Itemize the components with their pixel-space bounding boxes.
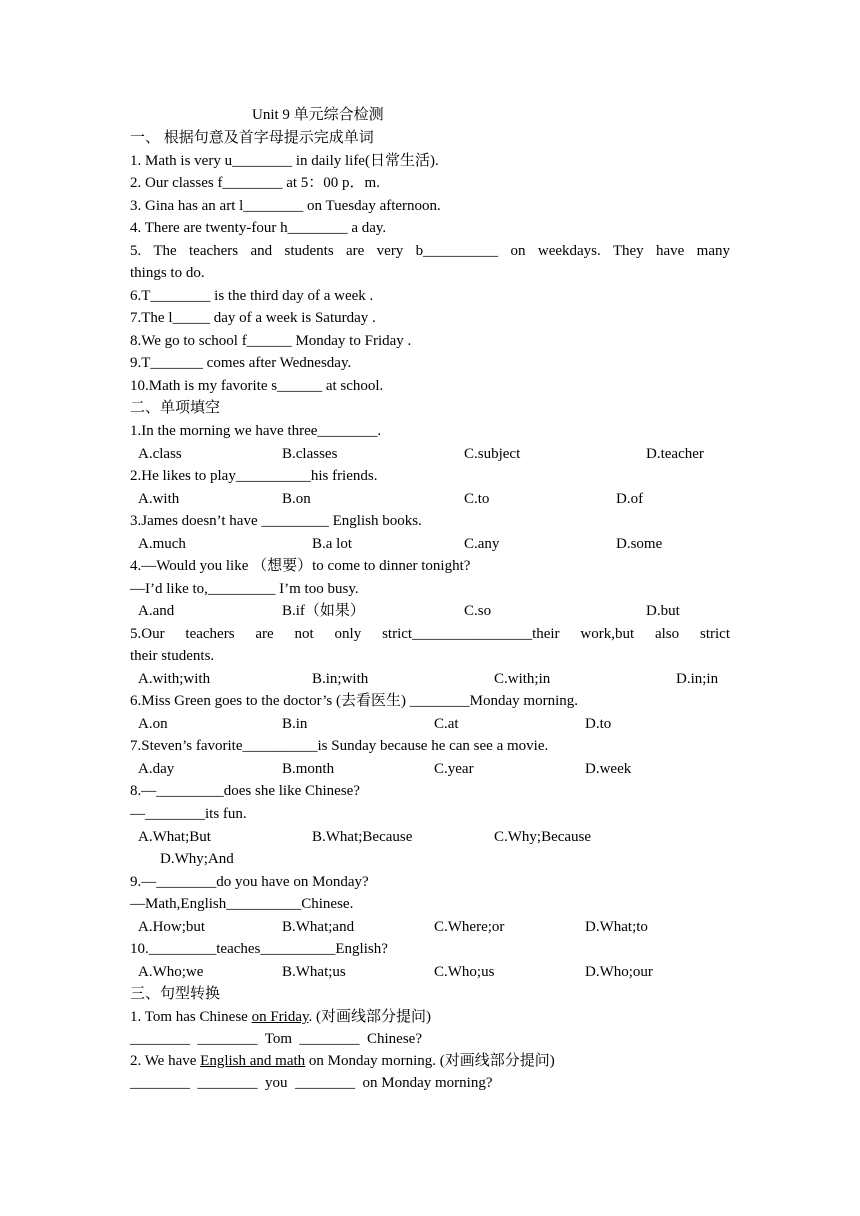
section1-item: 5. The teachers and students are very b__________ on weekdays. They have many bbox=[130, 243, 730, 259]
question: 8.—_________does she like Chinese? bbox=[130, 783, 360, 799]
option: A.with;with bbox=[138, 671, 211, 687]
option: A.and bbox=[138, 603, 175, 619]
option: B.a lot bbox=[312, 536, 352, 552]
option: B.if（如果） bbox=[282, 603, 365, 619]
option: B.month bbox=[282, 761, 335, 777]
option: B.What;Because bbox=[312, 829, 413, 845]
options-row bbox=[138, 600, 738, 622]
option: A.day bbox=[138, 761, 175, 777]
sentence-instruction: . (对画线部分提问) bbox=[308, 1009, 432, 1025]
option: A.What;But bbox=[138, 829, 211, 845]
question: 5.Our teachers are not only strict________________their work,but also strict bbox=[130, 626, 730, 642]
option: B.classes bbox=[282, 446, 338, 462]
options-row bbox=[138, 488, 738, 510]
option: C.to bbox=[464, 491, 490, 507]
option: C.subject bbox=[464, 446, 521, 462]
sentence-instruction: on Monday morning. (对画线部分提问) bbox=[305, 1053, 555, 1069]
option: D.of bbox=[616, 491, 644, 507]
option: D.Why;And bbox=[160, 851, 234, 867]
section1-item: 8.We go to school f______ Monday to Friday . bbox=[130, 333, 412, 349]
sentence-transform bbox=[130, 1006, 431, 1028]
section1-item: 9.T_______ comes after Wednesday. bbox=[130, 355, 352, 371]
options-row bbox=[138, 668, 738, 690]
option: D.in;in bbox=[676, 671, 719, 687]
section1-item: 2. Our classes f________ at 5：00 p．m. bbox=[130, 175, 380, 191]
option: D.Who;our bbox=[585, 964, 653, 980]
option: A.with bbox=[138, 491, 180, 507]
option: D.week bbox=[585, 761, 632, 777]
question: 1.In the morning we have three________. bbox=[130, 423, 382, 439]
question: 6.Miss Green goes to the doctor’s (去看医生) ________Monday morning. bbox=[130, 693, 579, 709]
section1-item: 1. Math is very u________ in daily life(日常生活). bbox=[130, 153, 439, 169]
option: D.but bbox=[646, 603, 680, 619]
question-cont: —I’d like to,_________ I’m too busy. bbox=[130, 581, 359, 597]
options-row bbox=[138, 533, 738, 555]
section1-item: 6.T________ is the third day of a week . bbox=[130, 288, 374, 304]
underlined-phrase: on Friday bbox=[251, 1009, 309, 1025]
question: 7.Steven’s favorite__________is Sunday because he can see a movie. bbox=[130, 738, 549, 754]
section3-heading: 三、句型转换 bbox=[130, 986, 221, 1002]
question: 9.—________do you have on Monday? bbox=[130, 874, 369, 890]
answer-blanks: ________ ________ you ________ on Monday morning? bbox=[130, 1075, 493, 1091]
option: D.What;to bbox=[585, 919, 648, 935]
sentence-text: 1. Tom has Chinese bbox=[130, 1009, 252, 1025]
option: B.on bbox=[282, 491, 311, 507]
question: 3.James doesn’t have _________ English books. bbox=[130, 513, 422, 529]
option: A.much bbox=[138, 536, 186, 552]
section1-item: 3. Gina has an art l________ on Tuesday afternoon. bbox=[130, 198, 441, 214]
question-cont: —Math,English__________Chinese. bbox=[130, 896, 354, 912]
option: C.any bbox=[464, 536, 500, 552]
section1-item: 4. There are twenty-four h________ a day. bbox=[130, 220, 387, 236]
sentence-text: 2. We have bbox=[130, 1053, 201, 1069]
option: C.Why;Because bbox=[494, 829, 592, 845]
question: 4.—Would you like （想要）to come to dinner tonight? bbox=[130, 558, 471, 574]
options-row bbox=[138, 961, 738, 983]
options-row bbox=[138, 443, 738, 465]
options-row bbox=[138, 758, 738, 780]
question-cont: —________its fun. bbox=[130, 806, 247, 822]
section1-item-cont: things to do. bbox=[130, 265, 205, 281]
option: C.Who;us bbox=[434, 964, 495, 980]
option: C.with;in bbox=[494, 671, 551, 687]
option: D.to bbox=[585, 716, 612, 732]
option: A.How;but bbox=[138, 919, 206, 935]
option: B.What;and bbox=[282, 919, 355, 935]
option: B.in;with bbox=[312, 671, 369, 687]
option: A.class bbox=[138, 446, 182, 462]
option: D.some bbox=[616, 536, 663, 552]
option: C.year bbox=[434, 761, 474, 777]
section1-heading: 一、 根据句意及首字母提示完成单词 bbox=[130, 130, 374, 146]
option: D.teacher bbox=[646, 446, 704, 462]
options-row bbox=[138, 916, 738, 938]
option: C.so bbox=[464, 603, 492, 619]
option: B.in bbox=[282, 716, 308, 732]
underlined-phrase: English and math bbox=[200, 1053, 306, 1069]
question: 2.He likes to play__________his friends. bbox=[130, 468, 378, 484]
option: C.Where;or bbox=[434, 919, 505, 935]
option: B.What;us bbox=[282, 964, 346, 980]
sentence-transform bbox=[130, 1050, 555, 1072]
question-cont: their students. bbox=[130, 648, 215, 664]
section1-item: 10.Math is my favorite s______ at school. bbox=[130, 378, 384, 394]
option: A.on bbox=[138, 716, 168, 732]
page-title: Unit 9 单元综合检测 bbox=[252, 107, 384, 123]
options-row bbox=[138, 826, 738, 848]
answer-blanks: ________ ________ Tom ________ Chinese? bbox=[130, 1031, 422, 1047]
section1-item: 7.The l_____ day of a week is Saturday . bbox=[130, 310, 376, 326]
options-row bbox=[138, 713, 738, 735]
question: 10._________teaches__________English? bbox=[130, 941, 388, 957]
section2-heading: 二、单项填空 bbox=[130, 400, 221, 416]
option: A.Who;we bbox=[138, 964, 204, 980]
option: C.at bbox=[434, 716, 459, 732]
